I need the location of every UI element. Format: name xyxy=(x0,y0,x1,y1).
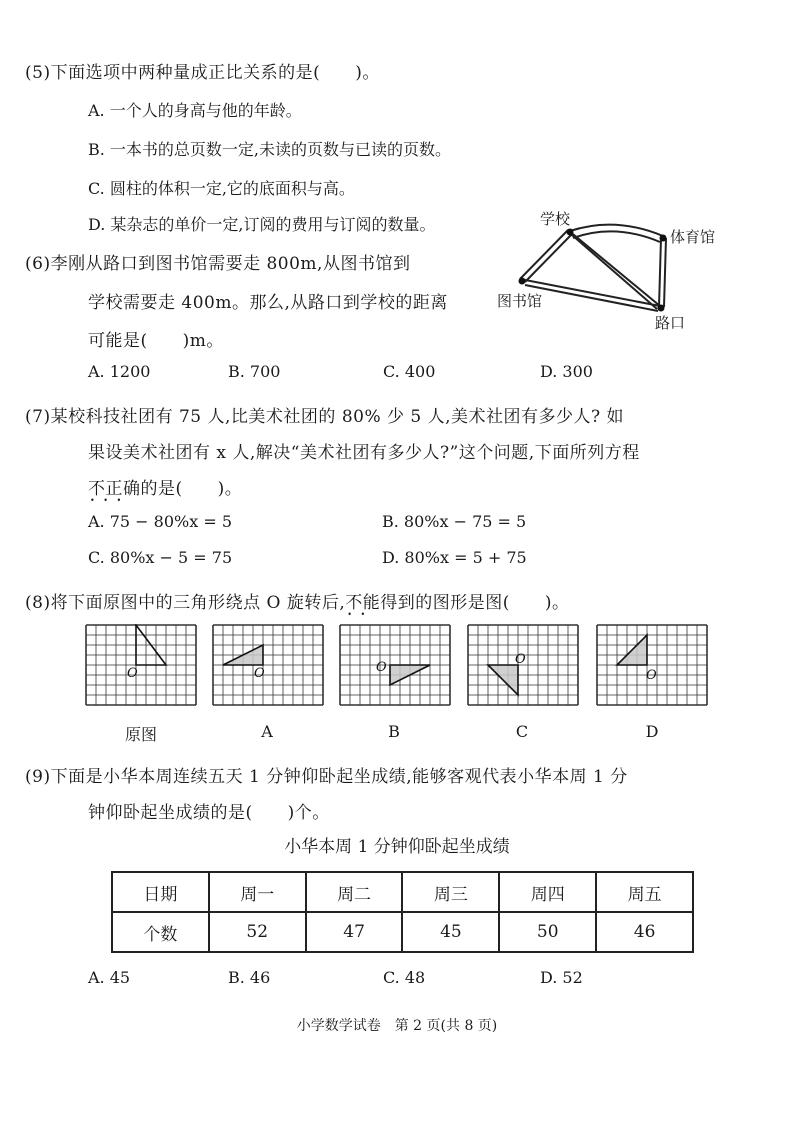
table-header-cell: 周二 xyxy=(306,872,403,912)
q6-line-3: 可能是( )m。 xyxy=(88,331,224,351)
q8-stem-b: 得到的图形是图( )。 xyxy=(380,593,570,613)
figure-label-c: C xyxy=(515,722,529,741)
table-row xyxy=(112,912,693,952)
q9-option-a: A. 45 xyxy=(88,968,131,987)
map-label-crossing: 路口 xyxy=(655,314,686,332)
page-footer: 小学数学试卷 第 2 页(共 8 页) xyxy=(296,1018,498,1034)
q8-stem-a: (8)将下面原图中的三角形绕点 O 旋转后, xyxy=(25,593,346,613)
school-point xyxy=(567,229,574,236)
q5-option-d: D. 某杂志的单价一定,订阅的费用与订阅的数量。 xyxy=(88,215,436,234)
situp-score-table xyxy=(111,871,694,953)
table-header-cell: 周五 xyxy=(596,872,693,912)
q7-option-d: D. 80%x = 5 + 75 xyxy=(382,548,527,567)
q5-stem: (5)下面选项中两种量成正比关系的是( )。 xyxy=(25,63,380,83)
q7-line-2: 果设美术社团有 x 人,解决“美术社团有多少人?”这个问题,下面所列方程 xyxy=(88,443,640,463)
figure-label-original: 原图 xyxy=(124,725,157,744)
q7-line-1: (7)某校科技社团有 75 人,比美术社团的 80% 少 5 人,美术社团有多少人? 如 xyxy=(25,407,625,427)
q6-option-c: C. 400 xyxy=(383,362,436,381)
figure-label-a: A xyxy=(261,722,273,741)
q8-emphasis: 不能 • • xyxy=(345,593,380,613)
point-o-label: O xyxy=(515,652,526,667)
q5-option-a: A. 一个人的身高与他的年龄。 xyxy=(88,101,302,120)
table-header-cell: 日期 xyxy=(112,872,209,912)
q6-line-2: 学校需要走 400m。那么,从路口到学校的距离 xyxy=(88,293,448,313)
point-o-label: O xyxy=(646,668,657,683)
rotation-triangle xyxy=(617,635,647,665)
table-cell: 个数 xyxy=(112,912,209,952)
map-label-library: 图书馆 xyxy=(497,292,543,310)
q9-line-2: 钟仰卧起坐成绩的是( )个。 xyxy=(88,803,330,823)
table-cell: 52 xyxy=(209,912,306,952)
q9-option-d: D. 52 xyxy=(540,968,583,987)
q9-option-b: B. 46 xyxy=(228,968,271,987)
table-cell: 46 xyxy=(596,912,693,952)
q9-option-c: C. 48 xyxy=(383,968,426,987)
grid-figure-original xyxy=(85,624,197,710)
route-map-figure xyxy=(495,208,735,338)
table-header-cell: 周三 xyxy=(402,872,499,912)
crossing-point xyxy=(658,305,665,312)
q6-option-a: A. 1200 xyxy=(88,362,151,381)
grid-figure-a xyxy=(212,624,324,710)
q8-stem xyxy=(25,588,570,613)
grid-figure-d xyxy=(596,624,708,710)
figure-label-d: D xyxy=(645,722,659,741)
map-label-gym: 体育馆 xyxy=(670,228,716,246)
q7-emphasis: 不正确 • • • xyxy=(88,479,141,499)
q6-line-1: (6)李刚从路口到图书馆需要走 800m,从图书馆到 xyxy=(25,254,411,274)
figure-label-b: B xyxy=(388,722,400,741)
q7-line-3 xyxy=(88,474,242,499)
table-cell: 47 xyxy=(306,912,403,952)
q9-table-title: 小华本周 1 分钟仰卧起坐成绩 xyxy=(284,837,510,857)
table-cell: 45 xyxy=(402,912,499,952)
gym-point xyxy=(660,235,667,242)
table-header-cell: 周一 xyxy=(209,872,306,912)
q7-option-c: C. 80%x − 5 = 75 xyxy=(88,548,233,567)
q7-line-3-rest: 的是( )。 xyxy=(140,479,243,499)
grid-figure-c xyxy=(467,624,579,710)
q7-option-b: B. 80%x − 75 = 5 xyxy=(382,512,527,531)
table-header-row xyxy=(112,872,693,912)
point-o-label: O xyxy=(376,660,387,675)
table-header-cell: 周四 xyxy=(499,872,596,912)
map-label-school: 学校 xyxy=(540,210,571,228)
q5-option-b: B. 一本书的总页数一定,未读的页数与已读的页数。 xyxy=(88,140,452,159)
q5-option-c: C. 圆柱的体积一定,它的底面积与高。 xyxy=(88,179,355,198)
q9-line-1: (9)下面是小华本周连续五天 1 分钟仰卧起坐成绩,能够客观代表小华本周 1 分 xyxy=(25,767,628,787)
library-point xyxy=(519,278,526,285)
point-o-label: O xyxy=(127,666,138,681)
q7-option-a: A. 75 − 80%x = 5 xyxy=(88,512,233,531)
q6-option-d: D. 300 xyxy=(540,362,593,381)
q6-option-b: B. 700 xyxy=(228,362,281,381)
grid-figure-b xyxy=(339,624,451,710)
point-o-label: O xyxy=(254,666,265,681)
rotation-triangle xyxy=(488,665,518,695)
table-cell: 50 xyxy=(499,912,596,952)
